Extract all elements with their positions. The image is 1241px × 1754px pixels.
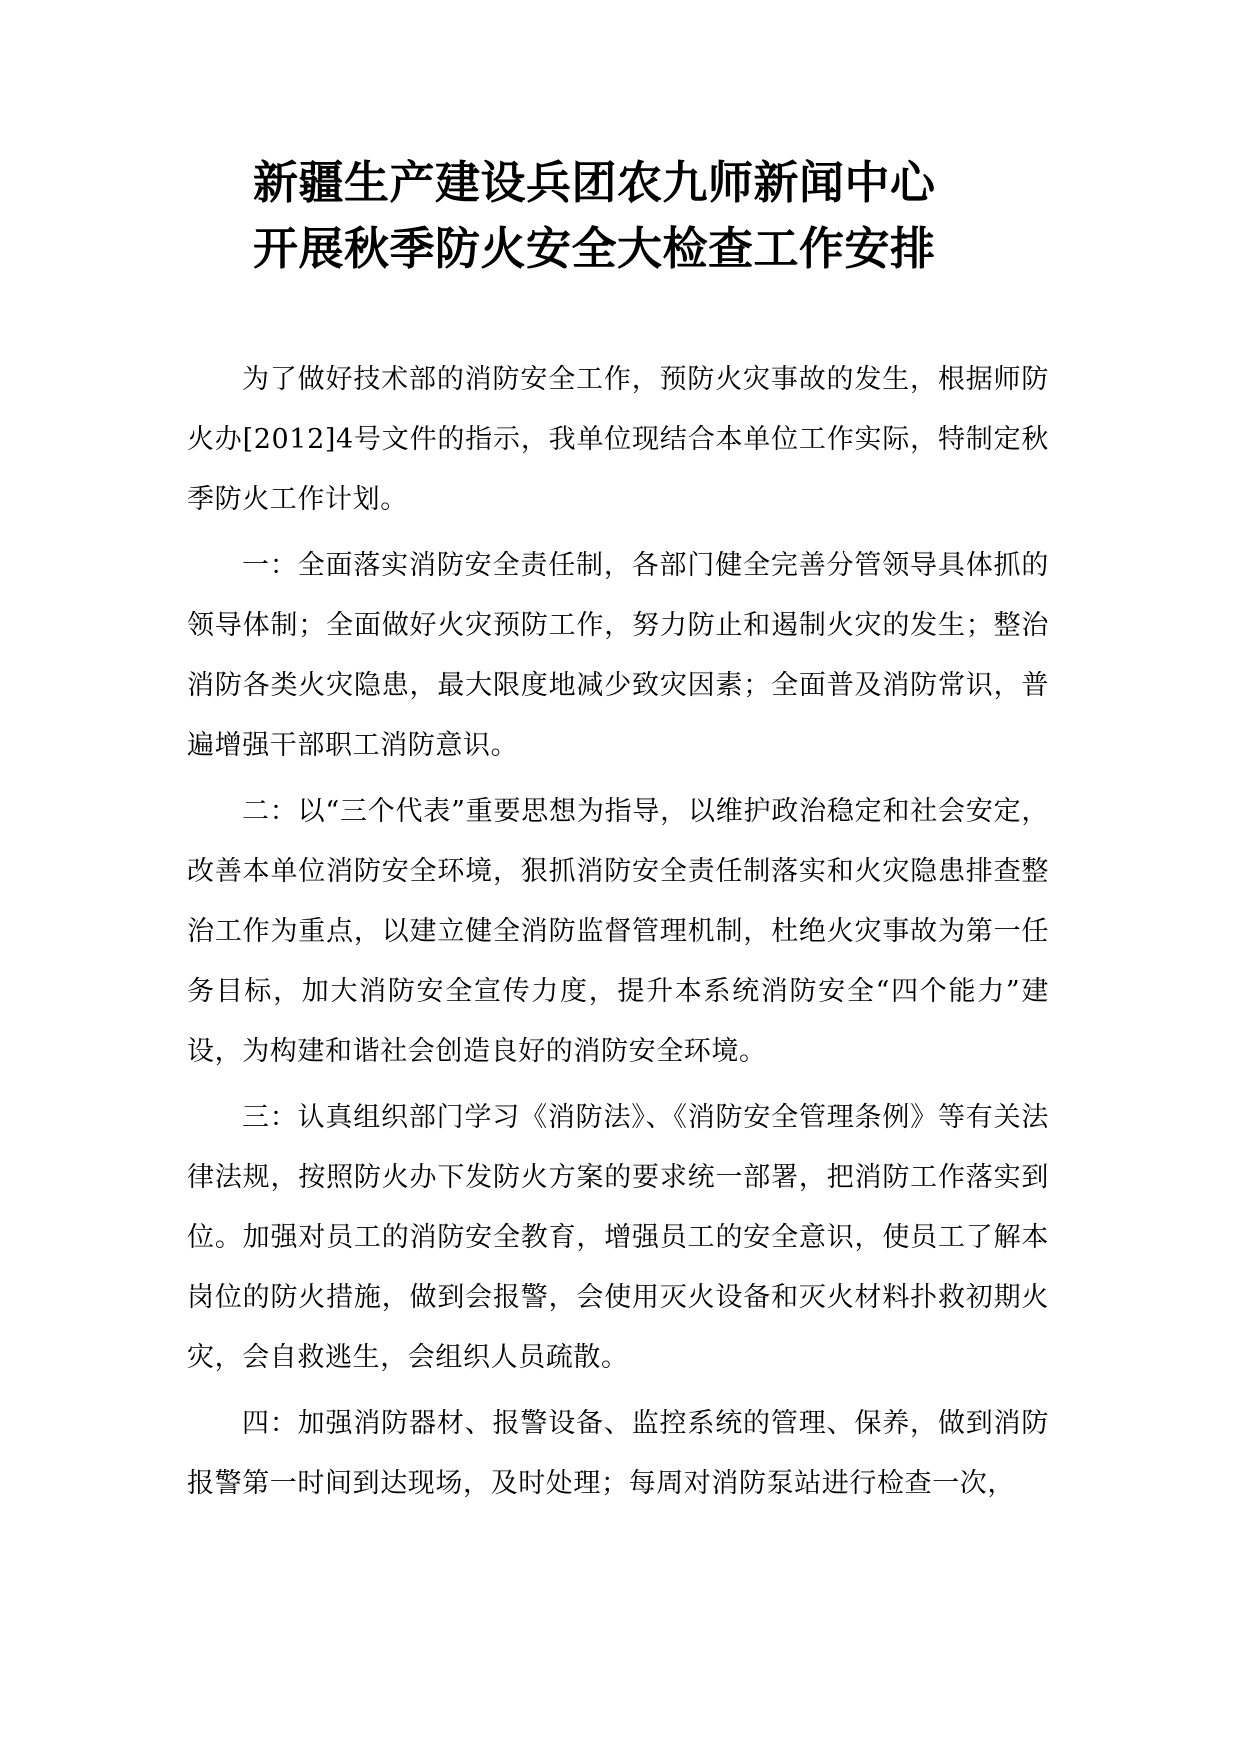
section-three-paragraph: 三：认真组织部门学习《消防法》、《消防安全管理条例》等有关法律法规，按照防火办下发防火方案的要求统一部署，把消防工作落实到位。加强对员工的消防安全教育，增强员工的安全意识，使员工了解本岗位的防火措施，做到会报警，会使用灭火设备和灭火材料扑救初期火灾，会自救逃生，会组织人员疏散。: [187, 1102, 1049, 1373]
title-line-1: 新疆生产建设兵团农九师新闻中心: [253, 156, 936, 209]
section-two-paragraph: 二：以“三个代表”重要思想为指导，以维护政治稳定和社会安定，改善本单位消防安全环境，狠抓消防安全责任制落实和火灾隐患排查整治工作为重点，以建立健全消防监督管理机制，杜绝火灾事故为第一任务目标，加大消防安全宣传力度，提升本系统消防安全“四个能力”建设，为构建和谐社会创造良好的消防安全环境。: [187, 796, 1049, 1067]
title-line-2: 开展秋季防火安全大检查工作安排: [253, 222, 936, 275]
document-body: [187, 350, 1049, 1520]
document-title: [253, 150, 1013, 282]
section-four-paragraph: 四：加强消防器材、报警设备、监控系统的管理、保养，做到消防报警第一时间到达现场，及时处理；每周对消防泵站进行检查一次，: [187, 1408, 1049, 1499]
intro-paragraph: 为了做好技术部的消防安全工作，预防火灾事故的发生，根据师防火办[2012]4号文件的指示，我单位现结合本单位工作实际，特制定秋季防火工作计划。: [187, 364, 1049, 515]
section-one-paragraph: 一：全面落实消防安全责任制，各部门健全完善分管领导具体抓的领导体制；全面做好火灾预防工作，努力防止和遏制火灾的发生；整治消防各类火灾隐患，最大限度地减少致灾因素；全面普及消防常识，普遍增强干部职工消防意识。: [187, 550, 1049, 761]
